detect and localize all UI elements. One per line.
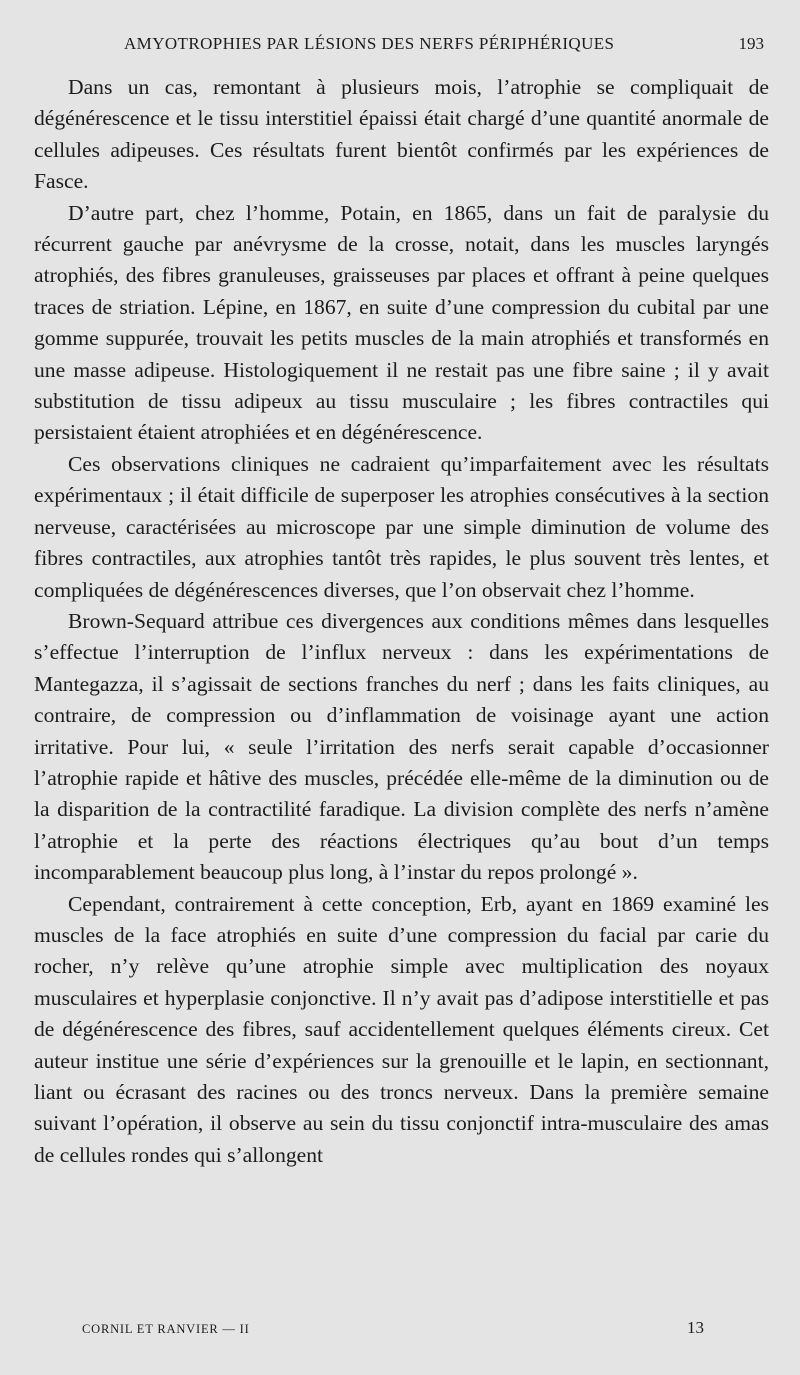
page-footer: [82, 1318, 704, 1342]
paragraph-5: Cependant, contrairement à cette conception, Erb, ayant en 1869 examiné les muscles de la face atrophiés en suite d’une compression du facial par carie du rocher, n’y relève qu’une atrophie simple avec multiplication des noyaux musculaires et hyperplasie conjonctive. Il n’y avait pas d’adipose interstitielle et pas de dégénérescence des fibres, sauf accidentellement quelques éléments cireux. Cet auteur institue une série d’expériences sur la grenouille et le lapin, en sectionnant, liant ou écrasant des racines ou des troncs nerveux. Dans la première semaine suivant l’opération, il observe au sein du tissu conjonctif intra-musculaire des amas de cellules rondes qui s’allongent: [34, 891, 769, 1167]
body-text: [34, 72, 769, 1171]
running-title: AMYOTROPHIES PAR LÉSIONS DES NERFS PÉRIPHÉRIQUES: [124, 34, 615, 53]
paragraph-3: Ces observations cliniques ne cadraient qu’imparfaitement avec les résultats expérimentaux ; il était difficile de superposer les atrophies consécutives à la section nerveuse, caractérisées au microscope par une simple diminution de volume des fibres contractiles, aux atrophies tantôt très rapides, le plus souvent très lentes, et compliquées de dégénérescences diverses, que l’on observait chez l’homme.: [34, 451, 769, 602]
running-head: [36, 34, 764, 58]
signature-mark: CORNIL ET RANVIER — II: [82, 1322, 250, 1336]
paragraph-1: Dans un cas, remontant à plusieurs mois, l’atrophie se compliquait de dégénérescence et le tissu interstitiel épaissi était chargé d’une quantité anormale de cellules adipeuses. Ces résultats furent bientôt confirmés par les expériences de Fasce.: [34, 75, 769, 194]
paragraph-4: Brown-Sequard attribue ces divergences aux conditions mêmes dans lesquelles s’effectue l’interruption de l’influx nerveux : dans les expérimentations de Mantegazza, il s’agissait de sections franches du nerf ; dans les faits cliniques, au contraire, de compression ou d’inflammation de voisinage ayant une action irritative. Pour lui, « seule l’irritation des nerfs serait capable d’occasionner l’atrophie rapide et hâtive des muscles, précédée elle-même de la diminution ou de la disparition de la contractilité faradique. La division complète des nerfs n’amène l’atrophie et la perte des réactions électriques qu’au bout d’un temps incomparablement beaucoup plus long, à l’instar du repos prolongé ».: [34, 608, 769, 885]
page-number: 193: [738, 34, 764, 53]
paragraph-2: D’autre part, chez l’homme, Potain, en 1865, dans un fait de paralysie du récurrent gauche par anévrysme de la crosse, notait, dans les muscles laryngés atrophiés, des fibres granuleuses, graisseuses par places et offrant à peine quelques traces de striation. Lépine, en 1867, en suite d’une compression du cubital par une gomme suppurée, trouvait les petits muscles de la main atrophiés et transformés en une masse adipeuse. Histologiquement il ne restait pas une fibre saine ; il y avait substitution de tissu adipeux au tissu musculaire ; les fibres contractiles qui persistaient étaient atrophiées et en dégénérescence.: [34, 200, 769, 445]
signature-number: 13: [687, 1318, 704, 1337]
